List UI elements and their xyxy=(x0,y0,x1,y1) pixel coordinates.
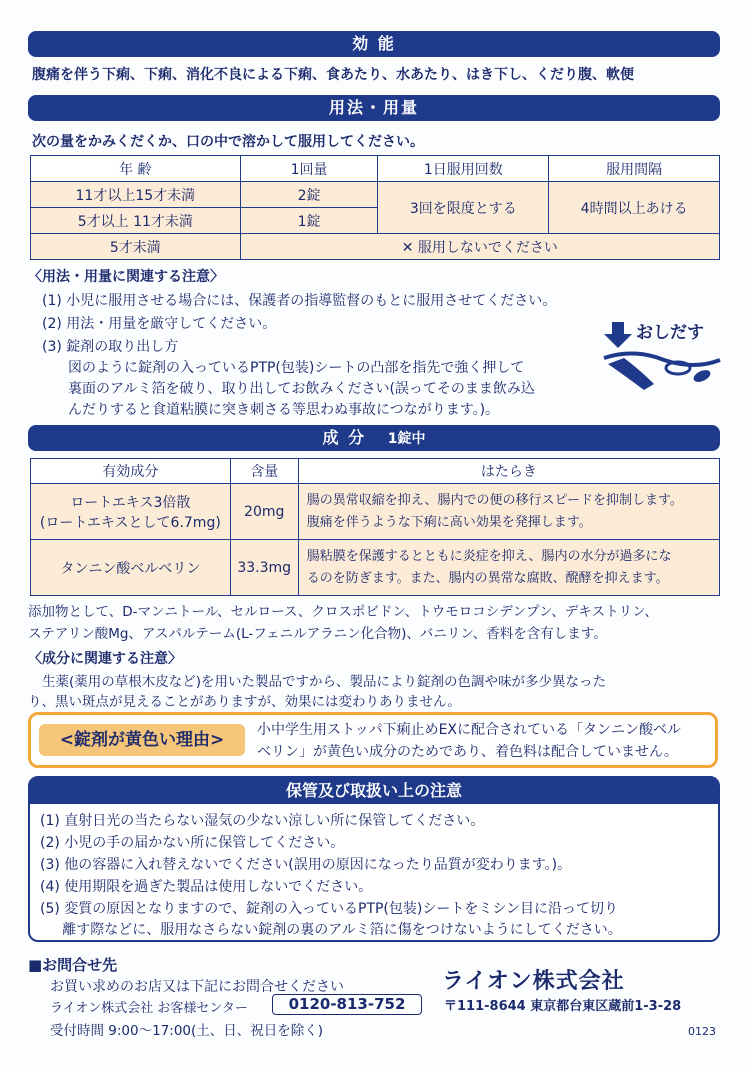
ingredients-subtitle: 1錠中 xyxy=(387,431,426,447)
ingredient-name-1-line2: (ロートエキスとして6.7mg) xyxy=(39,514,221,531)
ingredient-effect-2-line2: るのを防ぎます。また、腸内の異常な腐敗、醗酵を抑えます。 xyxy=(306,570,669,586)
dosage-dose-1: 2錠 xyxy=(240,182,378,208)
contact-line-1: お買い求めのお店又は下記にお問合せください xyxy=(50,979,344,995)
ingredient-notes-line-2: り、黒い斑点が見えることがありますが、効果には変わりありません。 xyxy=(28,694,461,710)
contact-heading: ■お問合せ先 xyxy=(28,956,118,974)
reason-line-1: 小中学生用ストッパ下痢止めEXに配合されている「タンニン酸ベル xyxy=(257,722,682,738)
dosage-age-2: 5才以上 11才未満 xyxy=(31,208,241,234)
storage-line-5: (5) 変質の原因となりますので、錠剤の入っているPTP(包装)シートをミシン目に沿って切り xyxy=(40,901,619,917)
efficacy-title: 効 能 xyxy=(28,31,720,57)
company-address: 〒111-8644 東京都台東区蔵前1-3-28 xyxy=(444,999,682,1014)
ingredient-name-1-line1: ロートエキス3倍散 xyxy=(70,494,191,511)
ingredient-notes-title: 〈成分に関連する注意〉 xyxy=(28,651,182,667)
storage-line-6: 離す際などに、服用なさらない錠剤の裏のアルミ箔に傷をつけないようにしてください。 xyxy=(40,922,622,938)
additives-line-2: ステアリン酸Mg、アスパルテーム(L-フェニルアラニン化合物)、バニリン、香料を含有します。 xyxy=(28,626,607,642)
ingredient-effect-1-line2: 腹痛を伴うような下痢に高い効果を発揮します。 xyxy=(306,514,592,530)
ingredient-effect-2-line1: 腸粘膜を保護するとともに炎症を抑え、腸内の水分が過多にな xyxy=(306,548,672,564)
ingredient-effect-1-line1: 腸の異常収縮を抑え、腸内での便の移行スピードを抑制します。 xyxy=(306,492,683,508)
storage-line-4: (4) 使用期限を過ぎた製品は使用しないでください。 xyxy=(40,879,373,895)
dosage-notes-title: 〈用法・用量に関連する注意〉 xyxy=(28,269,224,285)
ingredient-amount-2: 33.3mg xyxy=(230,540,298,596)
company-logo: ライオン株式会社 xyxy=(442,969,625,994)
dosage-title: 用法・用量 xyxy=(28,95,720,121)
storage-line-3: (3) 他の容器に入れ替えないでください(誤用の原因になったり品質が変わります。)。 xyxy=(40,857,572,873)
storage-box xyxy=(28,776,720,942)
dosage-header-dose: 1回量 xyxy=(240,156,378,182)
dosage-under5-note: ✕ 服用しないでください xyxy=(240,234,719,260)
dosage-dose-2: 1錠 xyxy=(240,208,378,234)
reason-label: <錠剤が黄色い理由> xyxy=(39,724,245,756)
dosage-intro: 次の量をかみくだくか、口の中で溶かして服用してください。 xyxy=(32,134,424,150)
dosage-interval: 4時間以上あける xyxy=(549,182,720,234)
ingredient-amount-1: 20mg xyxy=(230,484,298,540)
contact-hours: 受付時間 9:00～17:00(土、日、祝日を除く) xyxy=(50,1023,324,1039)
dosage-detail-1: 図のように錠剤の入っているPTP(包装)シートの凸部を指先で強く押して xyxy=(68,360,525,376)
storage-title: 保管及び取扱い上の注意 xyxy=(30,778,718,804)
product-code: 0123 xyxy=(688,1025,716,1038)
reason-line-2: ベリン」が黄色い成分のためであり、着色料は配合していません。 xyxy=(257,744,678,760)
ingredient-name-1 xyxy=(31,484,231,540)
ingredients-header-name: 有効成分 xyxy=(31,459,231,484)
ingredient-effect-2 xyxy=(298,540,719,596)
ingredients-table xyxy=(30,458,720,596)
storage-line-1: (1) 直射日光の当たらない湿気の少ない涼しい所に保管してください。 xyxy=(40,813,485,829)
dosage-header-age: 年 齢 xyxy=(31,156,241,182)
contact-center: ライオン株式会社 お客様センター xyxy=(50,1001,248,1016)
dosage-detail-3: んだりすると食道粘膜に突き刺さる等思わぬ事故につながります。)。 xyxy=(68,402,500,418)
ingredients-header-effect: はたらき xyxy=(298,459,719,484)
additives-line-1: 添加物として、D-マンニトール、セルロース、クロスポビドン、トウモロコシデンプン、デキストリン、 xyxy=(28,604,659,620)
dosage-header-times: 1日服用回数 xyxy=(378,156,549,182)
dosage-note-2: (2) 用法・用量を厳守してください。 xyxy=(42,316,277,332)
storage-line-2: (2) 小児の手の届かない所に保管してください。 xyxy=(40,835,345,851)
down-arrow-icon xyxy=(604,322,632,348)
dosage-note-3: (3) 錠剤の取り出し方 xyxy=(42,339,179,355)
ingredient-name-2: タンニン酸ベルベリン xyxy=(31,540,231,596)
ingredients-title-bar xyxy=(28,425,720,451)
efficacy-text: 腹痛を伴う下痢、下痢、消化不良による下痢、食あたり、水あたり、はき下し、くだり腹、軟便 xyxy=(32,67,634,83)
ingredient-effect-1 xyxy=(298,484,719,540)
dosage-header-interval: 服用間隔 xyxy=(549,156,720,182)
dosage-times: 3回を限度とする xyxy=(378,182,549,234)
reason-box xyxy=(28,712,718,768)
dosage-under5-age: 5才未満 xyxy=(31,234,241,260)
ingredients-title: 成 分 xyxy=(322,428,367,447)
dosage-table xyxy=(30,155,720,260)
push-label: おしだす xyxy=(636,323,704,343)
ingredients-header-amount: 含量 xyxy=(230,459,298,484)
ingredient-notes-line-1: 生薬(薬用の草根木皮など)を用いた製品ですから、製品により錠剤の色調や味が多少異なった xyxy=(42,674,607,690)
dosage-note-1: (1) 小児に服用させる場合には、保護者の指導監督のもとに服用させてください。 xyxy=(42,293,557,309)
dosage-age-1: 11才以上15才未満 xyxy=(31,182,241,208)
dosage-detail-2: 裏面のアルミ箔を破り、取り出してお飲みください(誤ってそのまま飲み込 xyxy=(68,381,535,397)
contact-phone: 0120-813-752 xyxy=(272,994,422,1015)
